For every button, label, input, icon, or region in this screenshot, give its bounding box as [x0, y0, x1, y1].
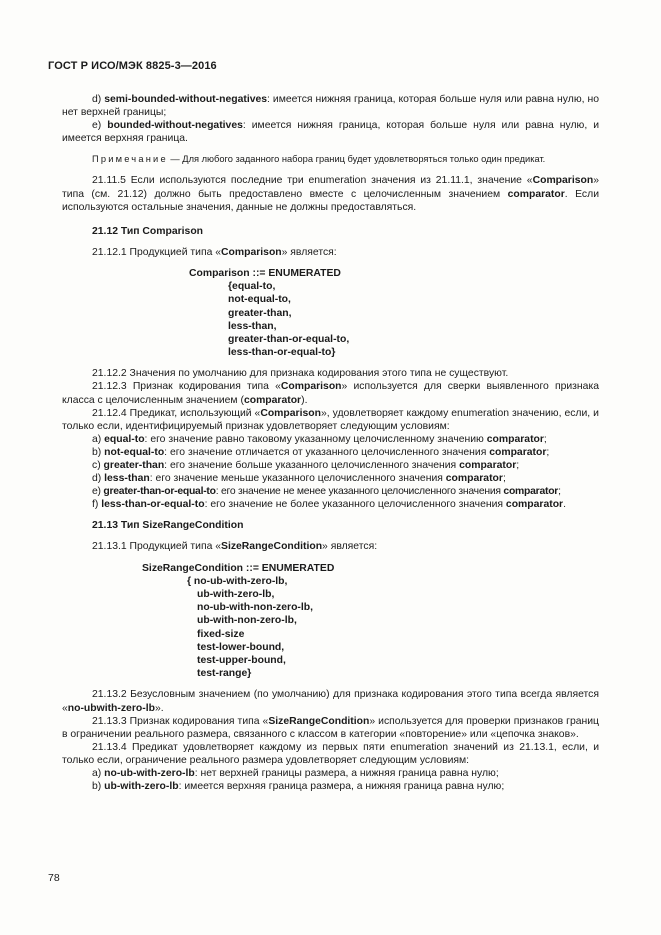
section-heading-21-12: 21.12 Тип Comparison — [92, 225, 204, 237]
list-item: e) greater-than-or-equal-to: его значение не менее указанного целочисленного значения comparator; — [92, 486, 561, 498]
page-number: 78 — [48, 872, 60, 884]
code-item: less-than-or-equal-to} — [228, 347, 336, 359]
paragraph-21-13-2: 21.13.2 Безусловным значением (по умолчанию) для признака кодирования этого типа всегда является «no-ubwith-zero-lb». — [62, 689, 599, 714]
code-item: less-than, — [228, 320, 277, 332]
code-item: test-lower-bound, — [197, 641, 285, 653]
paragraph-21-13-1: 21.13.1 Продукцией типа «SizeRangeCondition» является: — [92, 541, 378, 553]
code-item: not-equal-to, — [228, 294, 291, 306]
list-item-d: d) semi-bounded-without-negatives: имеется нижняя граница, которая больше нуля или равна нулю, но нет верхней границы; — [62, 94, 600, 119]
paragraph-21-12-1: 21.12.1 Продукцией типа «Comparison» является: — [92, 246, 337, 258]
code-item: ub-with-non-zero-lb, — [197, 615, 297, 627]
code-block-comparison — [62, 267, 599, 359]
list-item: b) not-equal-to: его значение отличается от указанного целочисленного значения comparator; — [92, 446, 550, 458]
document-header: ГОСТ Р ИСО/МЭК 8825-3—2016 — [48, 60, 217, 72]
paragraph-21-12-3: 21.12.3 Признак кодирования типа «Comparison» используется для сверки выявленного признака класса с целочисленным значением (comparator). — [62, 381, 599, 406]
paragraph-21-11-5: 21.11.5 Если используются последние три enumeration значения из 21.11.1, значение «Comparison» типа (см. 21.12) должно быть предоставлено вместе с целочисленным значением comparator. Если используются остальные значения, данные не должны предоставляться. — [62, 175, 599, 213]
list-item: f) less-than-or-equal-to: его значение не более указанного целочисленного значения comparator. — [92, 499, 566, 511]
list-item: d) less-than: его значение меньше указанного целочисленного значения comparator; — [92, 473, 506, 485]
paragraph-21-13-3: 21.13.3 Признак кодирования типа «SizeRangeCondition» используется для проверки признаков границ в ограничении реального размера, связанного с классом в категории «повторение» или «цепочка знаков». — [62, 715, 599, 740]
code-item: test-upper-bound, — [197, 655, 286, 666]
paragraph-21-13-4: 21.13.4 Предикат удовлетворяет каждому из первых пяти enumeration значений из 21.13.1, если, и только если, ограничение реального размера удовлетворяет следующим условиям: — [62, 741, 599, 766]
section-heading-21-13: 21.13 Тип SizeRangeCondition — [92, 520, 244, 532]
paragraph-21-12-4: 21.12.4 Предикат, использующий «Comparison», удовлетворяет каждому enumeration значению, если, и только если, идентифицируемый признак удовлетворяет следующим условиям: — [62, 407, 599, 432]
code-item: no-ub-with-non-zero-lb, — [197, 602, 313, 614]
list-item: a) no-ub-with-zero-lb: нет верхней границы размера, а нижняя граница равна нулю; — [92, 767, 499, 779]
code-item: test-range} — [197, 668, 252, 680]
list-item: a) equal-to: его значение равно таковому указанному целочисленному значению comparator; — [92, 433, 547, 445]
list-item: b) ub-with-zero-lb: имеется верхняя граница размера, а нижняя граница равна нулю; — [92, 781, 505, 793]
code-head: SizeRangeCondition ::= ENUMERATED — [142, 562, 335, 574]
code-head: Comparison ::= ENUMERATED — [189, 267, 341, 279]
code-item: greater-than, — [228, 307, 292, 319]
code-item: { no-ub-with-zero-lb, — [187, 575, 288, 587]
paragraph-21-12-2: 21.12.2 Значения по умолчанию для признака кодирования этого типа не существуют. — [92, 368, 509, 380]
code-item: {equal-to, — [228, 281, 276, 293]
code-item: ub-with-zero-lb, — [197, 588, 275, 600]
list-item: c) greater-than: его значение больше указанного целочисленного значения comparator; — [92, 460, 520, 472]
code-block-sizerangecondition — [62, 562, 599, 681]
document-body — [62, 93, 599, 793]
list-item-e: e) bounded-without-negatives: имеется нижняя граница, которая больше нуля или равна нулю, и имеется верхняя граница. — [62, 120, 599, 145]
code-item: greater-than-or-equal-to, — [228, 333, 350, 345]
note-paragraph: Примечание — Для любого заданного набора границ будет удовлетворяться только один предикат. — [92, 154, 546, 165]
code-item: fixed-size — [197, 628, 245, 640]
